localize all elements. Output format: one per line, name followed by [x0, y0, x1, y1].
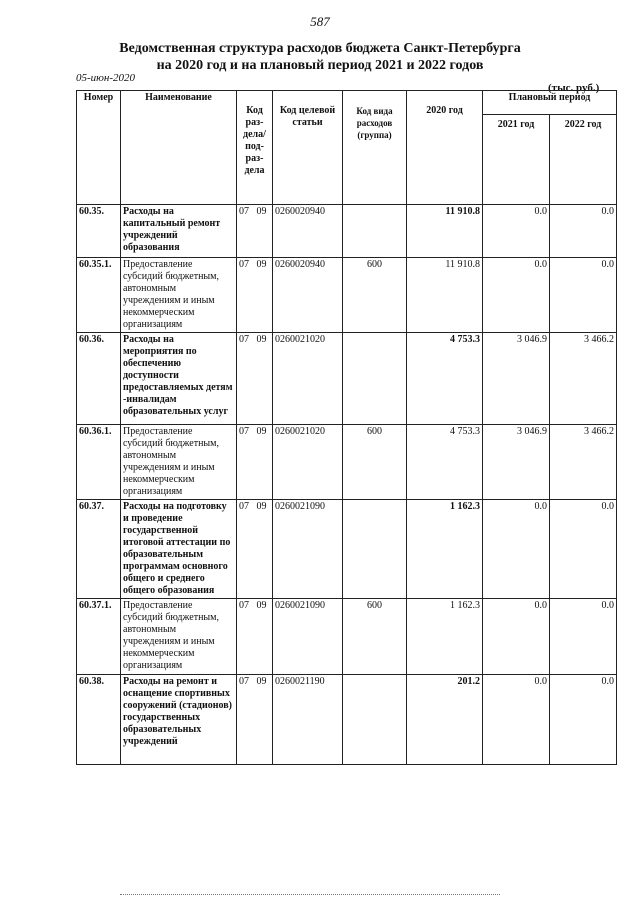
row-section-code: 07 09: [237, 258, 273, 333]
row-name: Предоставление субсидий бюджетным, автономным учреждениям и иным некоммерческим организациям: [121, 258, 237, 333]
row-target-code: 0260020940: [273, 258, 343, 333]
row-section-code: 07 09: [237, 205, 273, 258]
budget-table: [76, 90, 617, 765]
document-date: 05-июн-2020: [76, 72, 136, 84]
row-section-code: 07 09: [237, 500, 273, 599]
header-expense-code: Код вида расходов (группа): [343, 91, 407, 205]
row-value-2021: 0.0: [483, 599, 550, 675]
row-target-code: 0260021020: [273, 425, 343, 500]
row-number: 60.35.1.: [77, 258, 121, 333]
row-section-code: 07 09: [237, 333, 273, 425]
header-section-code: Код раз- дела/ под- раз- дела: [237, 91, 273, 205]
table-row: [77, 258, 617, 333]
row-value-2020: 1 162.3: [407, 599, 483, 675]
row-target-code: 0260021090: [273, 599, 343, 675]
row-value-2022: 0.0: [550, 205, 617, 258]
row-value-2022: 0.0: [550, 599, 617, 675]
header-target-code: Код целевой статьи: [273, 91, 343, 205]
header-year-2021: 2021 год: [483, 115, 550, 205]
row-number: 60.36.: [77, 333, 121, 425]
header-planned-period: Плановый период: [483, 91, 617, 115]
row-value-2020: 11 910.8: [407, 205, 483, 258]
row-expense-code: [343, 205, 407, 258]
row-value-2021: 3 046.9: [483, 425, 550, 500]
table-row: [77, 333, 617, 425]
row-name: Предоставление субсидий бюджетным, автономным учреждениям и иным некоммерческим организациям: [121, 599, 237, 675]
table-row: [77, 675, 617, 765]
row-expense-code: [343, 333, 407, 425]
row-name: Предоставление субсидий бюджетным, автономным учреждениям и иным некоммерческим организациям: [121, 425, 237, 500]
row-value-2021: 0.0: [483, 205, 550, 258]
row-target-code: 0260021090: [273, 500, 343, 599]
row-number: 60.38.: [77, 675, 121, 765]
header-number: Номер: [77, 91, 121, 205]
header-year-2020: 2020 год: [407, 91, 483, 205]
document-title: [0, 40, 640, 74]
row-value-2022: 3 466.2: [550, 425, 617, 500]
row-number: 60.37.: [77, 500, 121, 599]
row-value-2022: 0.0: [550, 500, 617, 599]
row-section-code: 07 09: [237, 675, 273, 765]
row-number: 60.35.: [77, 205, 121, 258]
row-value-2020: 4 753.3: [407, 425, 483, 500]
row-target-code: 0260021020: [273, 333, 343, 425]
row-value-2022: 0.0: [550, 675, 617, 765]
header-year-2022: 2022 год: [550, 115, 617, 205]
row-target-code: 0260021190: [273, 675, 343, 765]
row-expense-code: 600: [343, 258, 407, 333]
title-line-2: на 2020 год и на плановый период 2021 и 2022 годов: [156, 58, 484, 73]
row-value-2021: 0.0: [483, 675, 550, 765]
row-value-2021: 3 046.9: [483, 333, 550, 425]
page-bottom-line: [120, 894, 500, 896]
row-value-2022: 0.0: [550, 258, 617, 333]
header-name: Наименование: [121, 91, 237, 205]
table-row: [77, 500, 617, 599]
row-section-code: 07 09: [237, 599, 273, 675]
row-value-2020: 1 162.3: [407, 500, 483, 599]
row-number: 60.36.1.: [77, 425, 121, 500]
row-name: Расходы на ремонт и оснащение спортивных сооружений (стадионов) государственных образовательных учреждений: [121, 675, 237, 765]
row-name: Расходы на подготовку и проведение государственной итоговой аттестации по образовательным программам основного общего и среднего общего образования: [121, 500, 237, 599]
row-expense-code: [343, 500, 407, 599]
row-value-2021: 0.0: [483, 500, 550, 599]
row-value-2020: 4 753.3: [407, 333, 483, 425]
row-target-code: 0260020940: [273, 205, 343, 258]
units-label: (тыс. руб.): [548, 82, 600, 94]
row-section-code: 07 09: [237, 425, 273, 500]
row-value-2022: 3 466.2: [550, 333, 617, 425]
row-expense-code: 600: [343, 425, 407, 500]
table-row: [77, 425, 617, 500]
table-row: [77, 205, 617, 258]
table-row: [77, 599, 617, 675]
row-name: Расходы на капитальный ремонт учреждений образования: [121, 205, 237, 258]
row-number: 60.37.1.: [77, 599, 121, 675]
title-line-1: Ведомственная структура расходов бюджета Санкт-Петербурга: [119, 41, 521, 56]
row-expense-code: 600: [343, 599, 407, 675]
row-expense-code: [343, 675, 407, 765]
row-value-2021: 0.0: [483, 258, 550, 333]
page-number: 587: [310, 14, 330, 29]
row-name: Расходы на мероприятия по обеспечению доступности предоставляемых детям -инвалидам образовательных услуг: [121, 333, 237, 425]
row-value-2020: 11 910.8: [407, 258, 483, 333]
row-value-2020: 201.2: [407, 675, 483, 765]
